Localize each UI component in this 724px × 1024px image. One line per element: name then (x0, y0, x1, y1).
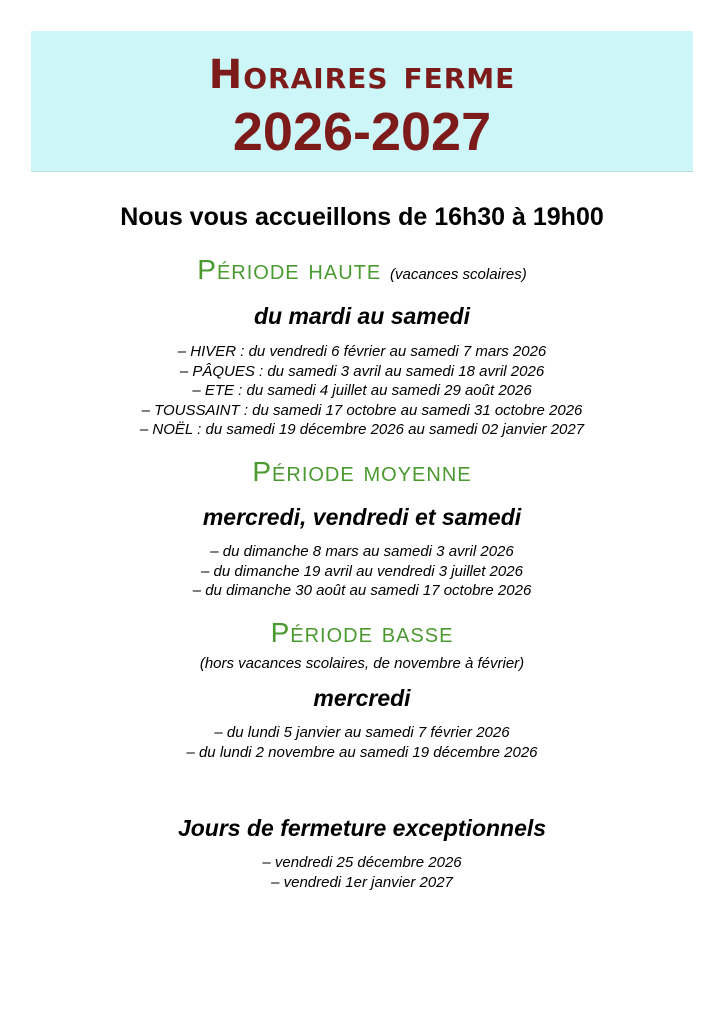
closure-days-heading: Jours de fermeture exceptionnels (177, 815, 547, 841)
opening-hours: Nous vous accueillons de 16h30 à 19h00 (120, 203, 604, 231)
date-range-item: – du dimanche 19 avril au vendredi 3 juillet 2026 (201, 562, 523, 580)
date-range-item: – TOUSSAINT : du samedi 17 octobre au samedi 31 octobre 2026 (141, 401, 583, 419)
period-moyenne-days: mercredi, vendredi et samedi (202, 504, 522, 530)
closure-date-item: – vendredi 1er janvier 2027 (271, 873, 453, 891)
header-banner (31, 31, 693, 172)
period-moyenne-heading (0, 456, 724, 488)
period-basse-dates (0, 723, 724, 762)
period-haute-title: Période haute (197, 254, 382, 285)
period-haute-note: (vacances scolaires) (389, 266, 527, 283)
period-basse-heading (0, 617, 724, 649)
date-range-item: – du dimanche 30 août au samedi 17 octobre 2026 (192, 582, 532, 599)
page-title: Horaires ferme (208, 52, 516, 98)
period-basse-note: (hors vacances scolaires, de novembre à février) (199, 655, 525, 672)
date-range-item: – PÂQUES : du samedi 3 avril au samedi 18 avril 2026 (179, 362, 545, 380)
period-haute-heading (0, 254, 724, 286)
closure-date-item: – vendredi 25 décembre 2026 (262, 854, 462, 871)
period-basse-days: mercredi (313, 685, 411, 711)
period-haute-dates (0, 342, 724, 440)
period-moyenne-title: Période moyenne (252, 456, 472, 487)
period-basse-title: Période basse (270, 617, 454, 648)
date-range-item: – HIVER : du vendredi 6 février au samedi 7 mars 2026 (177, 343, 547, 360)
date-range-item: – du dimanche 8 mars au samedi 3 avril 2026 (210, 543, 514, 560)
date-range-item: – du lundi 2 novembre au samedi 19 décembre 2026 (186, 743, 538, 761)
period-moyenne-dates (0, 542, 724, 601)
season-year: 2026-2027 (232, 102, 492, 162)
period-haute-days: du mardi au samedi (253, 303, 470, 329)
date-range-item: – NOËL : du samedi 19 décembre 2026 au samedi 02 janvier 2027 (139, 421, 585, 438)
date-range-item: – ETE : du samedi 4 juillet au samedi 29 août 2026 (192, 382, 532, 399)
date-range-item: – du lundi 5 janvier au samedi 7 février 2026 (214, 724, 510, 741)
closure-dates (0, 853, 724, 892)
